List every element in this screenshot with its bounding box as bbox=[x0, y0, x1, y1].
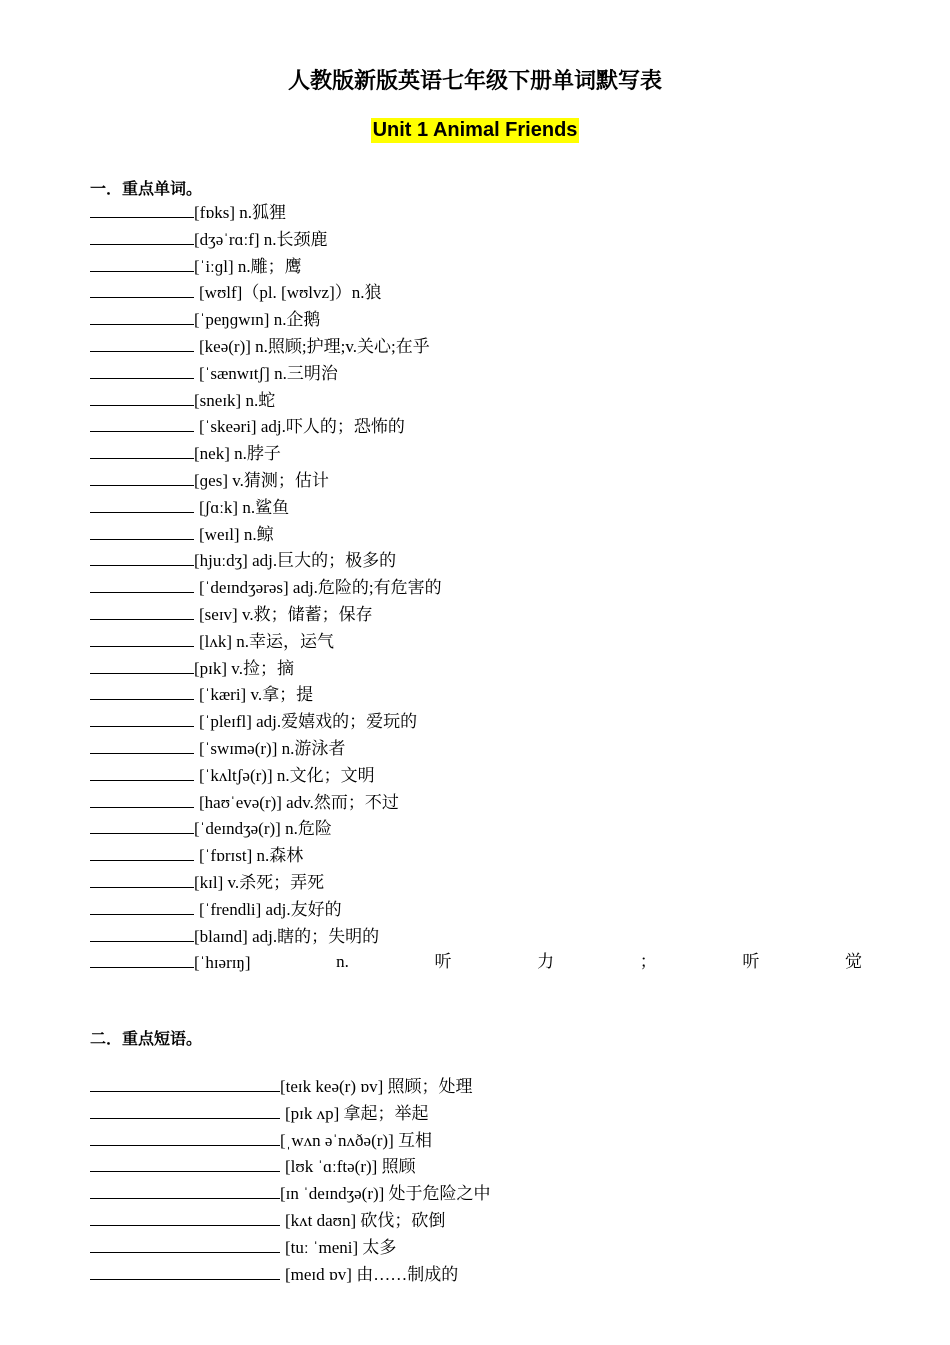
phrase-item bbox=[90, 1207, 862, 1234]
answer-blank[interactable] bbox=[90, 896, 194, 915]
answer-blank[interactable] bbox=[90, 306, 194, 325]
answer-blank[interactable] bbox=[90, 1100, 280, 1119]
answer-blank[interactable] bbox=[90, 199, 194, 218]
answer-blank[interactable] bbox=[90, 494, 194, 513]
vocab-item-text: [seɪv] v.救；储蓄；保存 bbox=[199, 604, 373, 624]
answer-blank[interactable] bbox=[90, 521, 194, 540]
vocab-item-text: [ˈdeɪndʒərəs] adj.危险的;有危害的 bbox=[199, 578, 442, 598]
answer-blank[interactable] bbox=[90, 440, 194, 459]
answer-blank[interactable] bbox=[90, 869, 194, 888]
vocab-item bbox=[90, 387, 862, 414]
vocab-heading: 一．重点单词。 bbox=[90, 179, 203, 198]
vocab-item-text: [keə(r)] n.照顾;护理;v.关心;在乎 bbox=[199, 336, 430, 356]
answer-blank[interactable] bbox=[90, 1073, 280, 1092]
vocab-item-text: [ˈkæri] v.拿；提 bbox=[199, 685, 314, 705]
vocab-item-text: [ˈpleɪfl] adj.爱嬉戏的；爱玩的 bbox=[199, 712, 418, 732]
answer-blank[interactable] bbox=[90, 413, 194, 432]
vocab-item-text: [hjuːdʒ] adj.巨大的；极多的 bbox=[194, 551, 397, 571]
phrase-item bbox=[90, 1153, 862, 1180]
vocab-item bbox=[90, 494, 862, 521]
vocab-item bbox=[90, 815, 862, 842]
vocab-item bbox=[90, 869, 862, 896]
vocab-item-text: [ˈkʌltʃə(r)] n.文化；文明 bbox=[199, 765, 375, 785]
vocab-item bbox=[90, 601, 862, 628]
answer-blank[interactable] bbox=[90, 628, 194, 647]
answer-blank[interactable] bbox=[90, 735, 194, 754]
answer-blank[interactable] bbox=[90, 949, 194, 968]
vocab-item-text: [ˈdeɪndʒə(r)] n.危险 bbox=[194, 819, 332, 839]
vocab-item bbox=[90, 789, 862, 816]
phrase-item-text: [lʊk ˈɑːftə(r)] 照顾 bbox=[285, 1157, 416, 1177]
answer-blank[interactable] bbox=[90, 360, 194, 379]
vocab-item bbox=[90, 896, 862, 923]
vocab-item-text: [ˈsænwɪtʃ] n.三明治 bbox=[199, 363, 338, 383]
vocab-item bbox=[90, 440, 862, 467]
vocab-item-text: [blaɪnd] adj.瞎的；失明的 bbox=[194, 926, 380, 946]
phrases-heading: 二．重点短语。 bbox=[90, 1029, 203, 1048]
vocab-item-text: 力 bbox=[537, 952, 555, 972]
unit-title-wrap bbox=[0, 118, 950, 143]
vocab-item-text: [ˈhɪərɪŋ] bbox=[194, 953, 251, 973]
vocab-item-text: [nek] n.脖子 bbox=[194, 444, 281, 464]
answer-blank[interactable] bbox=[90, 762, 194, 781]
vocab-item bbox=[90, 708, 862, 735]
vocab-item-text: [ˈiːɡl] n.雕；鹰 bbox=[194, 256, 302, 276]
vocab-item-text: [kɪl] v.杀死；弄死 bbox=[194, 872, 325, 892]
vocab-list bbox=[90, 199, 862, 976]
vocab-item bbox=[90, 467, 862, 494]
vocab-item bbox=[90, 923, 862, 950]
vocab-item bbox=[90, 655, 862, 682]
answer-blank[interactable] bbox=[90, 708, 194, 727]
vocab-item-text: [ˈfrendli] adj.友好的 bbox=[199, 899, 342, 919]
answer-blank[interactable] bbox=[90, 226, 194, 245]
vocab-item bbox=[90, 842, 862, 869]
answer-blank[interactable] bbox=[90, 681, 194, 700]
vocab-item-text: [ˈpeŋɡwɪn] n.企鹅 bbox=[194, 310, 321, 330]
vocab-item bbox=[90, 574, 862, 601]
vocab-item bbox=[90, 735, 862, 762]
vocab-item-text: ； bbox=[639, 952, 657, 972]
vocab-item-text: [ˈswɪmə(r)] n.游泳者 bbox=[199, 738, 346, 758]
phrase-item-text: [kʌt daʊn] 砍伐；砍倒 bbox=[285, 1210, 446, 1230]
phrase-item bbox=[90, 1234, 862, 1261]
answer-blank[interactable] bbox=[90, 923, 194, 942]
answer-blank[interactable] bbox=[90, 789, 194, 808]
vocab-item bbox=[90, 628, 862, 655]
vocab-item bbox=[90, 226, 862, 253]
vocab-item-text: [ˈskeəri] adj.吓人的；恐怖的 bbox=[199, 417, 405, 437]
phrase-list bbox=[90, 1073, 862, 1287]
vocab-item-text: [ʃɑːk] n.鲨鱼 bbox=[199, 497, 290, 517]
phrase-item bbox=[90, 1127, 862, 1154]
vocab-item-text: [wʊlf]（pl. [wʊlvz]）n.狼 bbox=[199, 283, 382, 303]
answer-blank[interactable] bbox=[90, 815, 194, 834]
vocab-item-text: 听 bbox=[742, 952, 760, 972]
phrase-item-text: [teɪk keə(r) ɒv] 照顾；处理 bbox=[280, 1077, 473, 1096]
phrase-item-text: [meɪd ɒv] 由……制成的 bbox=[285, 1264, 459, 1284]
answer-blank[interactable] bbox=[90, 333, 194, 352]
vocab-item-lead bbox=[90, 949, 251, 976]
vocab-item bbox=[90, 306, 862, 333]
vocab-item-text: 听 bbox=[434, 952, 452, 972]
vocab-item-text: [pɪk] v.捡；摘 bbox=[194, 658, 294, 678]
vocab-item-text: 觉 bbox=[844, 952, 862, 972]
vocab-item bbox=[90, 199, 862, 226]
answer-blank[interactable] bbox=[90, 253, 194, 272]
vocab-item bbox=[90, 681, 862, 708]
vocab-item bbox=[90, 360, 862, 387]
answer-blank[interactable] bbox=[90, 574, 194, 593]
vocab-item bbox=[90, 949, 862, 976]
vocab-item-text: [haʊˈevə(r)] adv.然而；不过 bbox=[199, 792, 399, 812]
phrase-item bbox=[90, 1180, 862, 1207]
phrase-item bbox=[90, 1261, 862, 1288]
answer-blank[interactable] bbox=[90, 1180, 280, 1199]
phrase-item bbox=[90, 1073, 862, 1100]
answer-blank[interactable] bbox=[90, 1207, 280, 1226]
phrase-item-text: [tuː ˈmeni] 太多 bbox=[285, 1237, 397, 1257]
answer-blank[interactable] bbox=[90, 547, 194, 566]
vocab-item bbox=[90, 413, 862, 440]
answer-blank[interactable] bbox=[90, 467, 194, 486]
vocab-item-text: [lʌk] n.幸运，运气 bbox=[199, 631, 335, 651]
vocab-item bbox=[90, 333, 862, 360]
vocab-item bbox=[90, 279, 862, 306]
answer-blank[interactable] bbox=[90, 1127, 280, 1146]
vocab-item bbox=[90, 521, 862, 548]
answer-blank[interactable] bbox=[90, 1234, 280, 1253]
vocab-item bbox=[90, 762, 862, 789]
phrase-item bbox=[90, 1100, 862, 1127]
phrase-item-text: [ɪn ˈdeɪndʒə(r)] 处于危险之中 bbox=[280, 1184, 491, 1204]
vocab-item bbox=[90, 253, 862, 280]
vocab-item-text: [ɡes] v.猜测；估计 bbox=[194, 470, 329, 490]
answer-blank[interactable] bbox=[90, 655, 194, 674]
page-title: 人教版新版英语七年级下册单词默写表 bbox=[287, 68, 662, 94]
vocab-item-text: [fɒks] n.狐狸 bbox=[194, 203, 286, 222]
answer-blank[interactable] bbox=[90, 601, 194, 620]
phrase-item-text: [pɪk ʌp] 拿起；举起 bbox=[285, 1103, 429, 1123]
phrase-item-text: [ˌwʌn əˈnʌðə(r)] 互相 bbox=[280, 1130, 432, 1150]
answer-blank[interactable] bbox=[90, 279, 194, 298]
vocab-item bbox=[90, 547, 862, 574]
vocab-item-text: n. bbox=[336, 952, 349, 972]
vocab-item-text: [weɪl] n.鲸 bbox=[199, 524, 274, 544]
vocab-item-text: [sneɪk] n.蛇 bbox=[194, 390, 276, 410]
answer-blank[interactable] bbox=[90, 387, 194, 406]
unit-title: Unit 1 Animal Friends bbox=[372, 119, 578, 141]
answer-blank[interactable] bbox=[90, 1261, 280, 1280]
vocab-item-text: [dʒəˈrɑːf] n.长颈鹿 bbox=[194, 229, 328, 249]
answer-blank[interactable] bbox=[90, 1153, 280, 1172]
answer-blank[interactable] bbox=[90, 842, 194, 861]
vocab-item-text: [ˈfɒrɪst] n.森林 bbox=[199, 846, 304, 866]
